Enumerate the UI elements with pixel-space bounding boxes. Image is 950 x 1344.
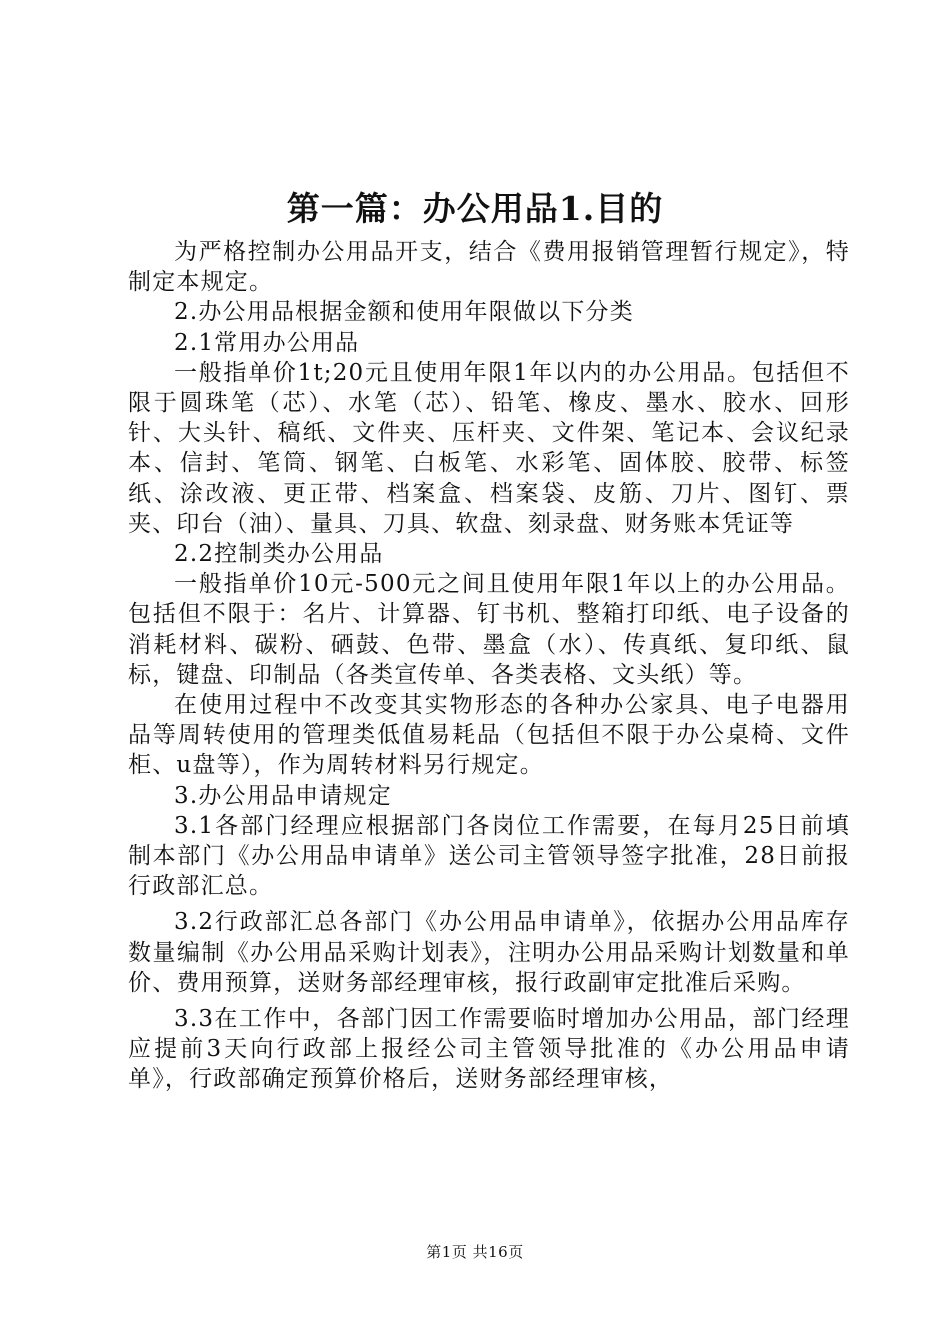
paragraph-section-3-2: 3.2行政部汇总各部门《办公用品申请单》，依据办公用品库存数量编制《办公用品采购计划表》，注明办公用品采购计划数量和单价、费用预算，送财务部经理审核，报行政副审定批准后采购。 bbox=[128, 909, 850, 996]
page-footer: 第1页 共16页 bbox=[426, 1243, 524, 1261]
paragraph-section-3-heading: 3.办公用品申请规定 bbox=[174, 782, 392, 809]
paragraph-turnover-materials: 在使用过程中不改变其实物形态的各种办公家具、电子电器用品等周转使用的管理类低值易耗品（包括但不限于办公桌椅、文件柜、u盘等），作为周转材料另行规定。 bbox=[128, 692, 850, 779]
paragraph-section-2-1-heading: 2.1常用办公用品 bbox=[174, 329, 360, 356]
paragraph-section-2-2-heading: 2.2控制类办公用品 bbox=[174, 541, 384, 568]
document-body bbox=[128, 237, 850, 1095]
document-title: 第一篇：办公用品1.目的 bbox=[286, 189, 664, 228]
paragraph-section-3-1: 3.1各部门经理应根据部门各岗位工作需要，在每月25日前填制本部门《办公用品申请单》送公司主管领导签字批准，28日前报行政部汇总。 bbox=[128, 812, 850, 900]
paragraph-controlled-supplies: 一般指单价10元-500元之间且使用年限1年以上的办公用品。包括但不限于：名片、计算器、钉书机、整箱打印纸、电子设备的消耗材料、碳粉、硒鼓、色带、墨盒（水）、传真纸、复印纸、鼠标，键盘、印制品（各类宣传单、各类表格、文头纸）等。 bbox=[128, 571, 850, 688]
paragraph-purpose: 为严格控制办公用品开支，结合《费用报销管理暂行规定》，特制定本规定。 bbox=[128, 239, 850, 296]
paragraph-common-supplies: 一般指单价1t;20元且使用年限1年以内的办公用品。包括但不限于圆珠笔（芯）、水笔（芯）、铅笔、橡皮、墨水、胶水、回形针、大头针、稿纸、文件夹、压杆夹、文件架、笔记本、会议纪录本、信封、笔筒、钢笔、白板笔、水彩笔、固体胶、胶带、标签纸、涂改液、更正带、档案盒、档案袋、皮筋、刀片、图钉、票夹、印台（油）、量具、刀具、软盘、刻录盘、财务账本凭证等 bbox=[128, 359, 850, 537]
paragraph-section-3-3: 3.3在工作中，各部门因工作需要临时增加办公用品，部门经理应提前3天向行政部上报经公司主管领导批准的《办公用品申请单》，行政部确定预算价格后，送财务部经理审核， bbox=[128, 1006, 850, 1093]
paragraph-section-2-heading: 2.办公用品根据金额和使用年限做以下分类 bbox=[174, 299, 634, 326]
